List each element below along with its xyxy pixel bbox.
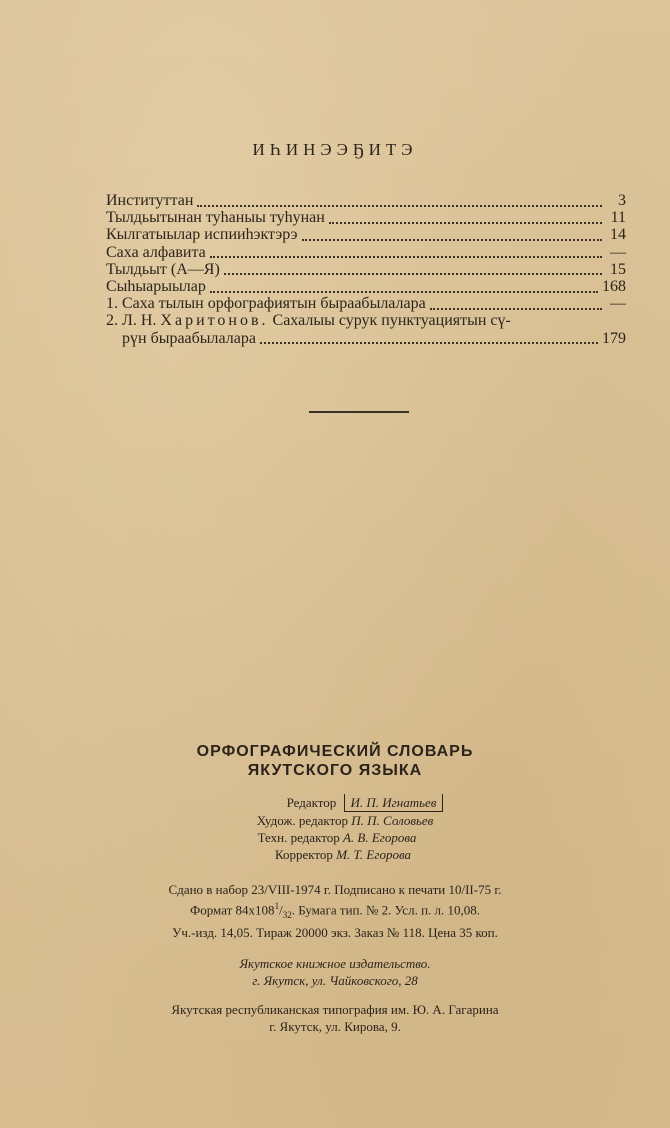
toc-entry-continuation: рүн быраабылалара 179 (122, 329, 626, 347)
publisher-info: Якутское книжное издательство. г. Якутск, ул. Чайковского, 28 (239, 955, 431, 988)
leader-dots (210, 246, 602, 258)
toc-entry: Институттан 3 (106, 192, 626, 209)
leader-dots (329, 212, 602, 224)
leader-dots (224, 263, 602, 275)
toc-entry: Тылдьытынан туһаныы туһунан 11 (106, 209, 626, 227)
toc-entry: 2. Л. Н. Харитонов. Сахалыы сурук пунктуациятын сү- (106, 312, 511, 330)
table-of-contents (106, 192, 626, 347)
corrector-line: Корректор М. Т. Егорова (274, 847, 411, 862)
tech-editor-line: Техн. редактор А. В. Егорова (257, 830, 417, 845)
toc-entry: Сыһыарыылар 168 (106, 278, 626, 296)
toc-entry: Тылдьыт (А—Я) 15 (106, 260, 626, 278)
leader-dots (197, 195, 602, 207)
leader-dots (302, 229, 602, 241)
leader-dots (210, 281, 598, 293)
art-editor-line: Худож. редактор П. П. Соловьев (256, 813, 434, 828)
printer-info: Якутская республиканская типография им. Ю. А. Гагарина г. Якутск, ул. Кирова, 9. (171, 1001, 499, 1034)
toc-entry: 1. Саха тылын орфографиятын быраабылалара — (106, 295, 626, 313)
editor-line: Редактор И. П. Игнатьев (60, 794, 670, 812)
toc-title: ИҺИНЭЭҔИТЭ (252, 140, 418, 159)
leader-dots (430, 298, 602, 310)
leader-dots (260, 332, 598, 344)
colophon (0, 742, 670, 1035)
toc-entry: Кылгатыылар испииһэктэрэ 14 (106, 226, 626, 244)
book-title: ОРФОГРАФИЧЕСКИЙ СЛОВАРЬ ЯКУТСКОГО ЯЗЫКА (196, 743, 474, 779)
publication-info: Сдано в набор 23/VIII-1974 г. Подписано к печати 10/II-75 г. Формат $84x108^1/_{32}$. Бумага тип. № 2. Усл. п. л. 10,08. Уч.-изд. 14,05. Тираж 20000 экз. Заказ № 118. Цена 35 коп. (168, 882, 502, 940)
toc-entry: Саха алфавита — (106, 243, 626, 261)
section-divider (309, 411, 409, 413)
credits (0, 794, 670, 863)
